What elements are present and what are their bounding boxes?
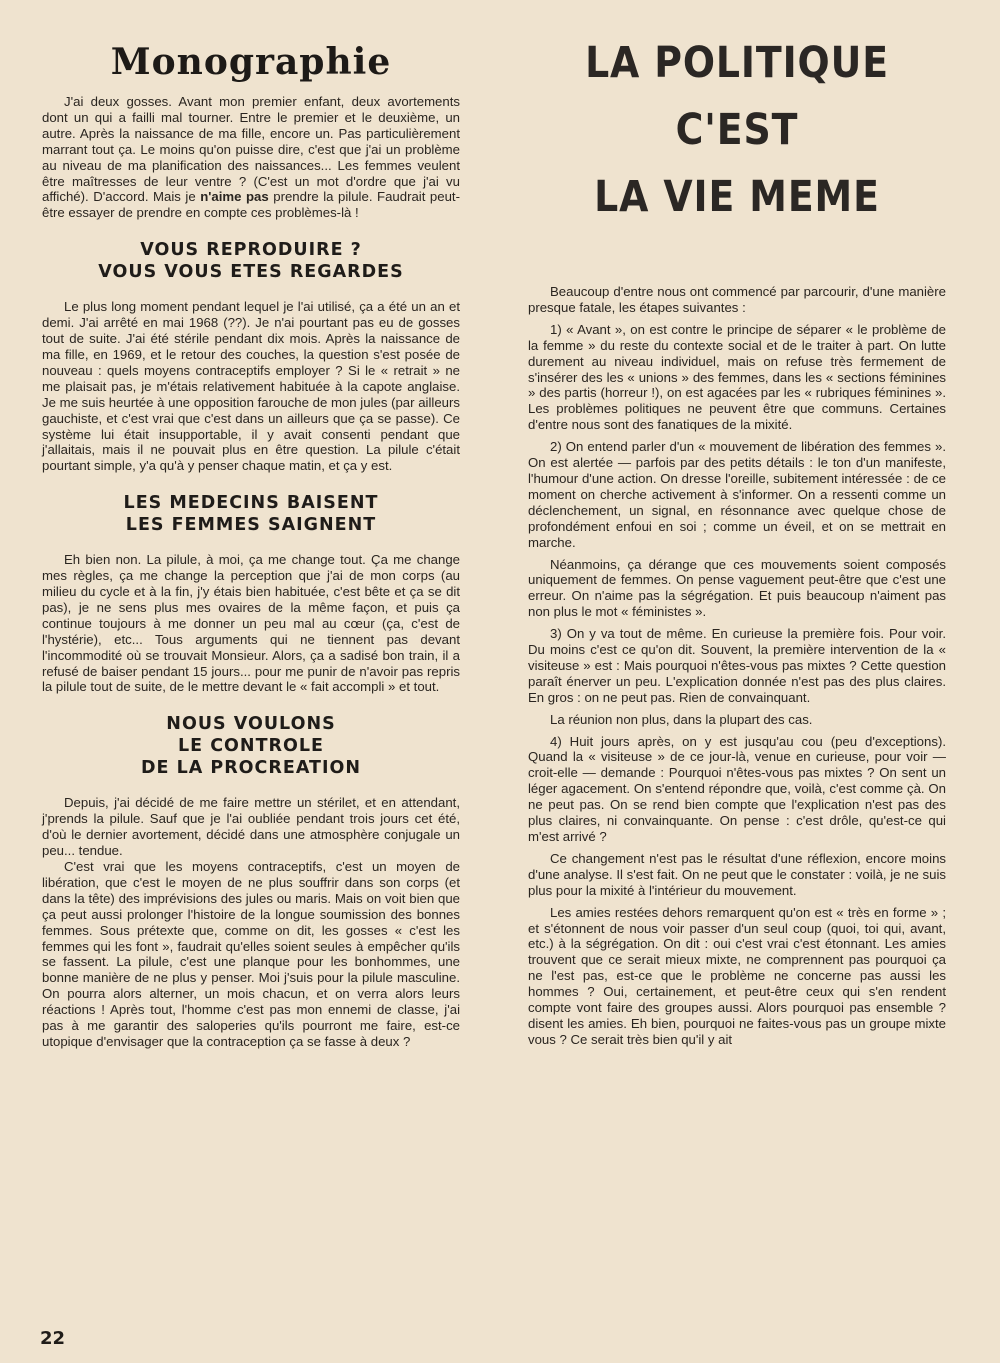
paragraph: Eh bien non. La pilule, à moi, ça me change tout. Ça me change mes règles, ça me change la perception que j'ai de mon corps (au milieu du cycle et à la fin, j'y étais bien habituée, c'est bête et ça se dit pas), je ne sens plus mes ovaires de la même façon, et puis ça continue toujours à me donner un peu mal au cœur (ça, c'est de l'hystérie), etc... Tous arguments qui ne tiennent pas devant l'incommodité où se trouvait Monsieur. Alors, ça a sadisé bon train, il a refusé de baiser pendant 15 jours... pour me punir de n'avoir pas repris la pilule tout de suite, de le mettre devant le « fait accompli » et tout. <box>42 552 460 695</box>
title-line: LA POLITIQUE <box>585 38 889 88</box>
intro-paragraph <box>42 94 460 221</box>
subheading-controle <box>42 713 460 779</box>
paragraph: 1) « Avant », on est contre le principe de séparer « le problème de la femme » du reste du contexte social et de le traiter à part. On lutte durement au niveau individuel, mais on refuse très fermement de s'insérer des les « unions » des femmes, dans les « sections féminines » des partis (horreur !), on est agacées par les « rubriques féminines ». Les problèmes politiques ne peuvent être que communs. Certaines d'entre nous sont des fanatiques de la mixité. <box>528 321 946 433</box>
subheading-medecins <box>42 492 460 536</box>
title-line: C'EST <box>675 105 799 155</box>
paragraph: Ce changement n'est pas le résultat d'une réflexion, encore moins d'une analyse. Il s'est fait. On ne peut que le constater : voilà, je ne suis plus pour la mixité à l'intérieur du mouvement. <box>528 850 946 898</box>
page-number: 22 <box>40 1328 66 1349</box>
subheading-line: NOUS VOULONS <box>166 714 336 735</box>
subheading-line: VOUS REPRODUIRE ? <box>140 240 362 261</box>
paragraph: La réunion non plus, dans la plupart des cas. <box>550 711 813 727</box>
article-title <box>528 30 946 266</box>
subheading-line: LES MEDECINS BAISENT <box>123 493 379 514</box>
left-column <box>42 42 460 1050</box>
intro-emphasis: n'aime pas <box>200 189 269 205</box>
paragraph: Néanmoins, ça dérange que ces mouvements soient composés uniquement de femmes. On pense vaguement peut-être que c'est une erreur. On n'aime pas la ségrégation. Et puis beaucoup n'aiment pas non plus le mot « féministes ». <box>528 556 946 620</box>
subheading-line: DE LA PROCREATION <box>141 758 361 779</box>
paragraph: 2) On entend parler d'un « mouvement de libération des femmes ». On est alertée — parfois par des petits détails : le ton d'un manifeste, l'humour d'une action. On dresse l'oreille, subitement intéressée : de ce moment on cherche activement à s'informer. On a ressenti comme un déclenchement, un signal, en résonnance avec quelque chose de profondément enfoui en soi ; comme un éveil, et on se mettrait en marche. <box>528 439 946 550</box>
subheading-line: VOUS VOUS ETES REGARDES <box>98 262 404 283</box>
intro-text-a: J'ai deux gosses. Avant mon premier enfant, deux avortements dont un qui a failli mal tourner. Entre le premier et le deuxième, un autre. Après la naissance de ma fille, encore un. Pas particulièrement marrant tout ça. Le moins qu'on puisse dire, c'est que j'ai un problème au niveau de ma planification des naissances... Les femmes veulent être maîtresses de leur ventre ? (C'est un mot d'ordre que j'ai vu affiché). D'accord. Mais je <box>42 94 460 205</box>
paragraph: Le plus long moment pendant lequel je l'ai utilisé, ça a été un an et demi. J'ai arrêté en mai 1968 (??). Je n'ai pourtant pas eu de gosses tout de suite. J'ai été stérile pendant dix mois. Après la naissance de ma fille, en 1969, et le retour des couches, la question s'est posée de nouveau : quels moyens contraceptifs employer ? Si le « retrait » ne me plaisait pas, je m'étais relativement habituée à la capote anglaise. Je me suis heurtée à une opposition farouche de mon jules (par ailleurs gauchiste, et c'est vrai que c'est dans un ailleurs que ça se passe). Ce système lui était insupportable, il y avait consenti pendant que j'allaitais, mais il ne pouvait plus en être question. La pilule c'était pourtant simple, y'a qu'à y penser chaque matin, et ça y est. <box>42 299 460 474</box>
paragraph: Depuis, j'ai décidé de me faire mettre un stérilet, et en attendant, j'prends la pilule. Sauf que je l'ai oubliée pendant trois jours cet été, d'où le dernier avortement, décidé dans une atmosphère conjugale un peu... tendue. <box>42 795 460 859</box>
paragraph: 4) Huit jours après, on y est jusqu'au cou (peu d'exceptions). Quand la « visiteuse » de ce jour-là, venue en curieuse, pour voir — croit-elle — demande : Pourquoi n'êtes-vous pas mixtes ? On sent un léger agacement. On s'entend répondre que, voilà, c'est comme çà. On ne peut pas. On se rend bien compte que l'explication n'est pas des plus claires, ni convainquante. On pense : c'est drôle, qu'est-ce qui m'est arrivé ? <box>528 733 946 844</box>
paragraph: Beaucoup d'entre nous ont commencé par parcourir, d'une manière presque fatale, les étapes suivantes : <box>528 284 946 315</box>
subheading-line: LES FEMMES SAIGNENT <box>125 515 377 536</box>
title-line: LA VIE MEME <box>594 172 880 222</box>
paragraph: C'est vrai que les moyens contraceptifs, c'est un moyen de libération, que c'est le moyen de ne plus souffrir dans son corps (et dans la tête) des imprévisions des jules ou maris. Mais on voit bien que ça peut aussi prolonger l'histoire de la longue soumission des bonnes femmes. Sous prétexte que, comme on dit, les gosses « c'est les femmes qui les font », faudrait qu'elles soient seules à empêcher qu'ils se fassent. La pilule, c'est une planque pour les bonhommes, une bonne manière de ne plus y penser. Moi j'suis pour la pilule masculine. On pourra alors alterner, un mois chacun, et on verra alors leurs réactions ! Après tout, l'homme c'est pas mon ennemi de classe, j'ai pas à me garantir des saloperies qu'ils pourront me faire, est-ce utopique d'envisager que la contraception ça se fasse à deux ? <box>42 859 460 1049</box>
paragraph: Les amies restées dehors remarquent qu'on est « très en forme » ; et s'étonnent de nous voir passer d'un seul coup (quoi, toi qui, avant, etc.) à la ségrégation. On dit : oui c'est vrai c'est étonnant. Les amies trouvent que ce serait mieux mixte, ne comprennent pas pourquoi ça ne l'est pas, est-ce que le problème ne concerne pas aussi les hommes ? Oui, certainement, et peut-être ceux qui s'en rendent compte vont faire des groupes aussi. Alors pourquoi pas ensemble ? disent les amies. Eh bien, pourquoi ne faites-vous pas un groupe mixte vous ? Ce serait très bien qu'il y ait <box>528 904 946 1047</box>
subheading-reproduire <box>42 239 460 283</box>
intro-text-b: prendre la pilule. Faudrait peut-être essayer de prendre en compte ces problèmes-là ! <box>42 189 460 221</box>
monographie-title: Monographie <box>110 41 392 83</box>
right-column <box>528 30 946 1048</box>
subheading-line: LE CONTROLE <box>178 736 324 757</box>
paragraph: 3) On y va tout de même. En curieuse la première fois. Pour voir. Du moins c'est ce qu'on dit. Souvent, la première intervention de la « visiteuse » est : Mais pourquoi n'êtes-vous pas mixtes ? Cette question paraît énerver un peu. L'explication donnée n'est pas des plus claires. En gros : on ne peut pas. Rien de convainquant. <box>528 626 946 705</box>
